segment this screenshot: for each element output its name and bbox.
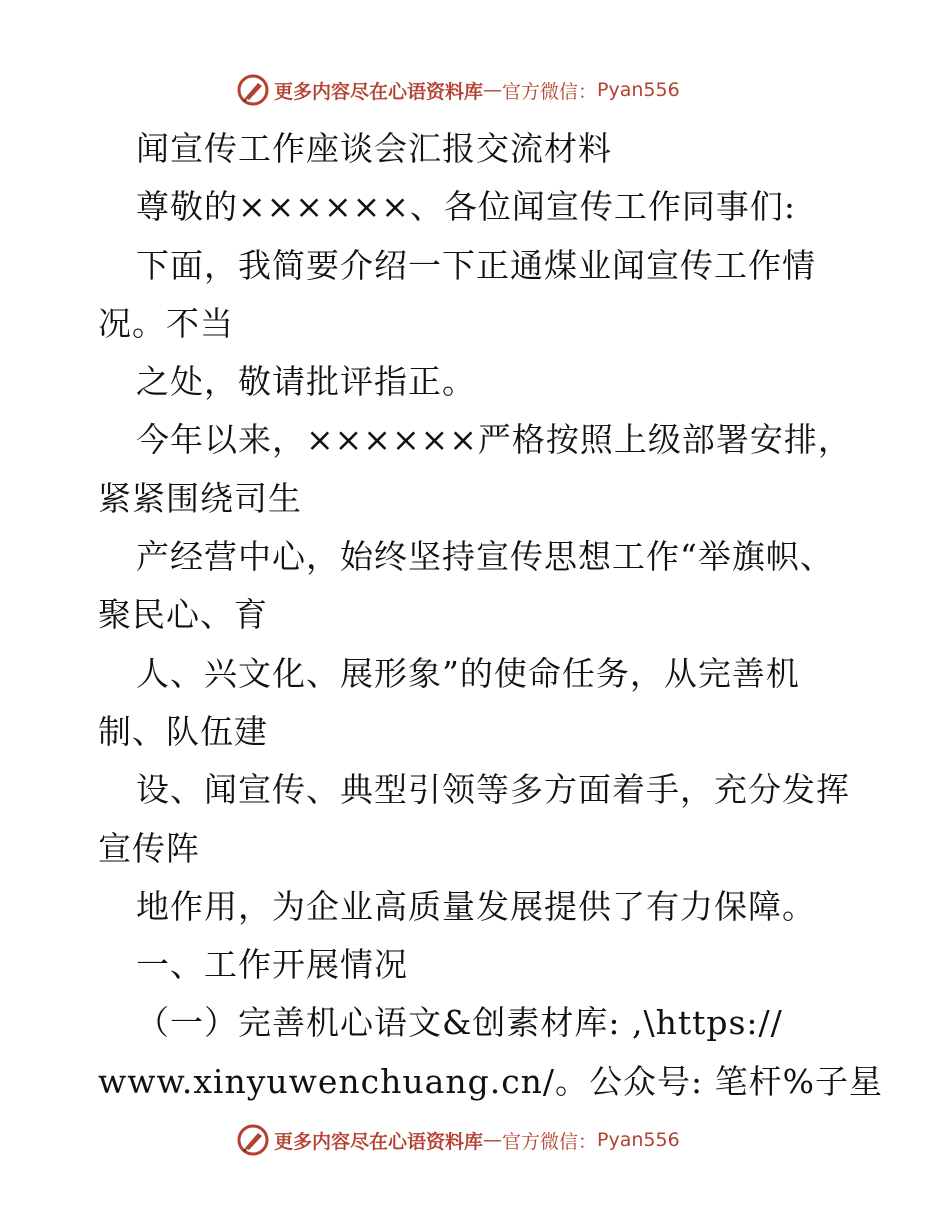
banner-slogan: 更多内容尽在心语资料库 — [274, 80, 484, 103]
section-heading: 一、工作开展情况 — [136, 945, 408, 985]
pen-logo-icon — [236, 73, 270, 107]
paragraph-line: 今年以来，××××××严格按照上级部署安排， — [136, 420, 852, 460]
banner-slogan: 更多内容尽在心语资料库 — [274, 1130, 484, 1153]
paragraph-line: 地作用，为企业高质量发展提供了有力保障。 — [136, 886, 816, 926]
paragraph-line: 下面，我简要介绍一下正通煤业闻宣传工作情 — [136, 245, 816, 285]
header-banner — [236, 72, 716, 108]
paragraph-line: 宣传阵 — [98, 828, 200, 868]
paragraph-line: 制、队伍建 — [98, 711, 268, 751]
banner-separator: — — [483, 1129, 503, 1151]
paragraph-line: 设、闻宣传、典型引领等多方面着手，充分发挥 — [136, 770, 850, 810]
banner-official-label: 官方微信： — [502, 1130, 598, 1153]
subsection-heading: （一）完善机心语文&创素材库: ,\https:// — [136, 1003, 783, 1043]
banner-wechat-id: Pyan556 — [597, 1129, 680, 1151]
paragraph-line: 况。不当 — [98, 303, 234, 343]
paragraph-line: 紧紧围绕司生 — [98, 478, 302, 518]
document-body — [98, 120, 898, 1111]
paragraph-line: 聚民心、育 — [98, 595, 268, 635]
salutation: 尊敬的××××××、各位闻宣传工作同事们: — [136, 187, 797, 227]
banner-separator: — — [483, 79, 503, 101]
paragraph-line: 人、兴文化、展形象”的使命任务，从完善机 — [136, 653, 800, 693]
pen-logo-icon — [236, 1123, 270, 1157]
paragraph-line: www.xinyuwenchuang.cn/。公众号: 笔杆%子星 — [98, 1061, 884, 1101]
paragraph-line: 产经营中心，始终坚持宣传思想工作“举旗帜、 — [136, 537, 834, 577]
paragraph-line: 之处，敬请批评指正。 — [136, 362, 476, 402]
banner-wechat-id: Pyan556 — [597, 79, 680, 101]
banner-official-label: 官方微信： — [502, 80, 598, 103]
footer-banner — [236, 1122, 716, 1158]
document-title: 闻宣传工作座谈会汇报交流材料 — [136, 129, 612, 168]
